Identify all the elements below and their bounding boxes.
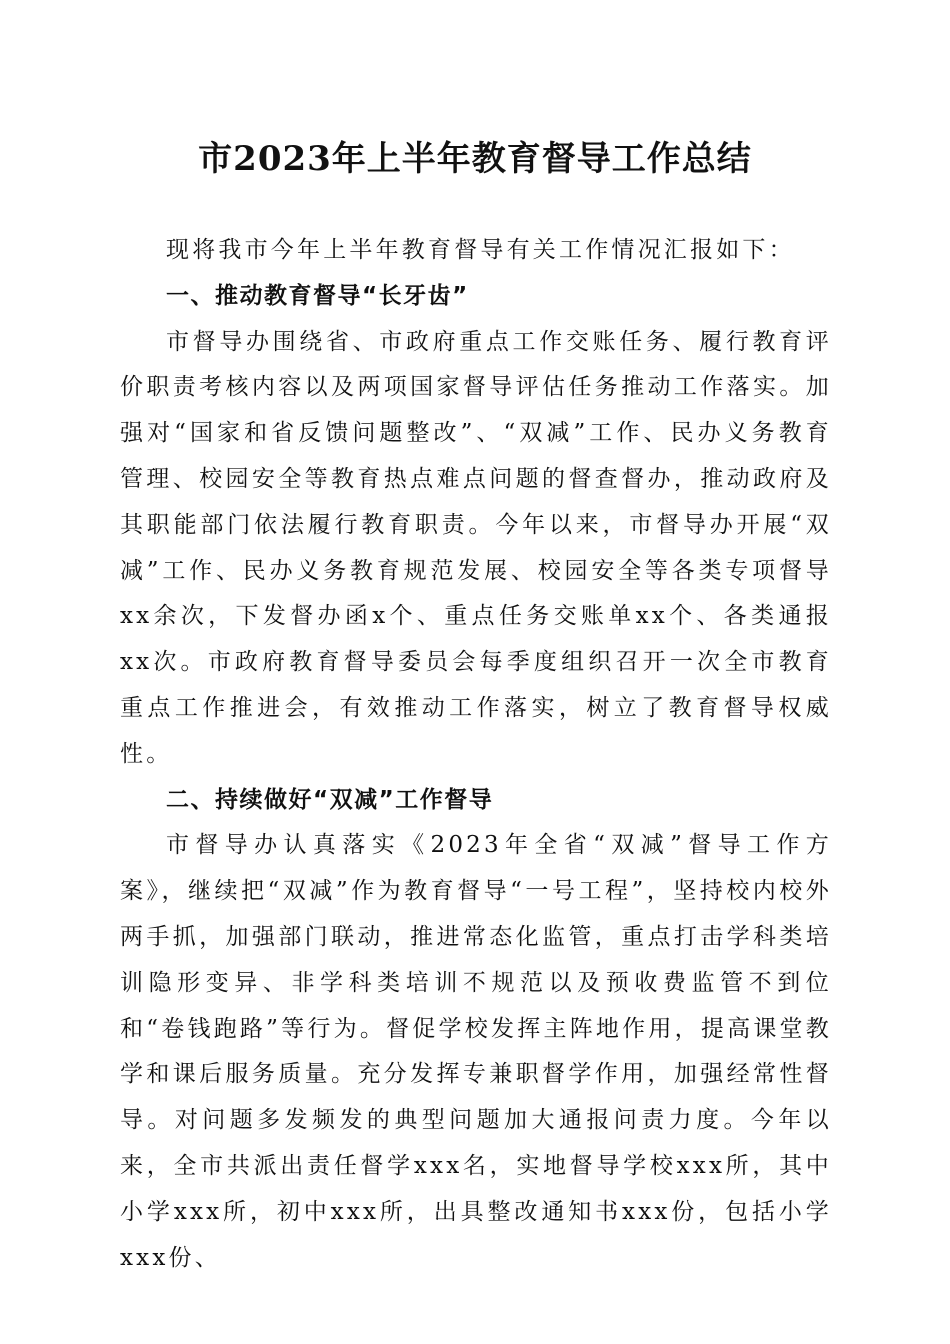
section-heading-1: 一、推动教育督导“长牙齿” [166,282,469,309]
section-heading-2: 二、持续做好“双减”工作督导 [166,786,494,813]
section-paragraph-1: 市督导办围绕省、市政府重点工作交账任务、履行教育评价职责考核内容以及两项国家督导评估任务推动工作落实。加强对“国家和省反馈问题整改”、“双减”工作、民办义务教育管理、校园安全等教育热点难点问题的督查督办，推动政府及其职能部门依法履行教育职责。今年以来，市督导办开展“双减”工作、民办义务教育规范发展、校园安全等各类专项督导xx余次，下发督办函x个、重点任务交账单xx个、各类通报xx次。市政府教育督导委员会每季度组织召开一次全市教育重点工作推进会，有效推动工作落实，树立了教育督导权威性。 [120,328,832,767]
section-paragraph-2: 市督导办认真落实《2023年全省“双减”督导工作方案》，继续把“双减”作为教育督导“一号工程”，坚持校内校外两手抓，加强部门联动，推进常态化监管，重点打击学科类培训隐形变异、非学科类培训不规范以及预收费监管不到位和“卷钱跑路”等行为。督促学校发挥主阵地作用，提高课堂教学和课后服务质量。充分发挥专兼职督学作用，加强经常性督导。对问题多发频发的典型问题加大通报问责力度。今年以来，全市共派出责任督学xxx名，实地督导学校xxx所，其中小学xxx所，初中xxx所，出具整改通知书xxx份，包括小学xxx份、 [120,832,832,1271]
document-title: 市2023年上半年教育督导工作总结 [198,139,752,179]
document-body [120,228,832,1281]
intro-paragraph: 现将我市今年上半年教育督导有关工作情况汇报如下： [166,237,795,263]
